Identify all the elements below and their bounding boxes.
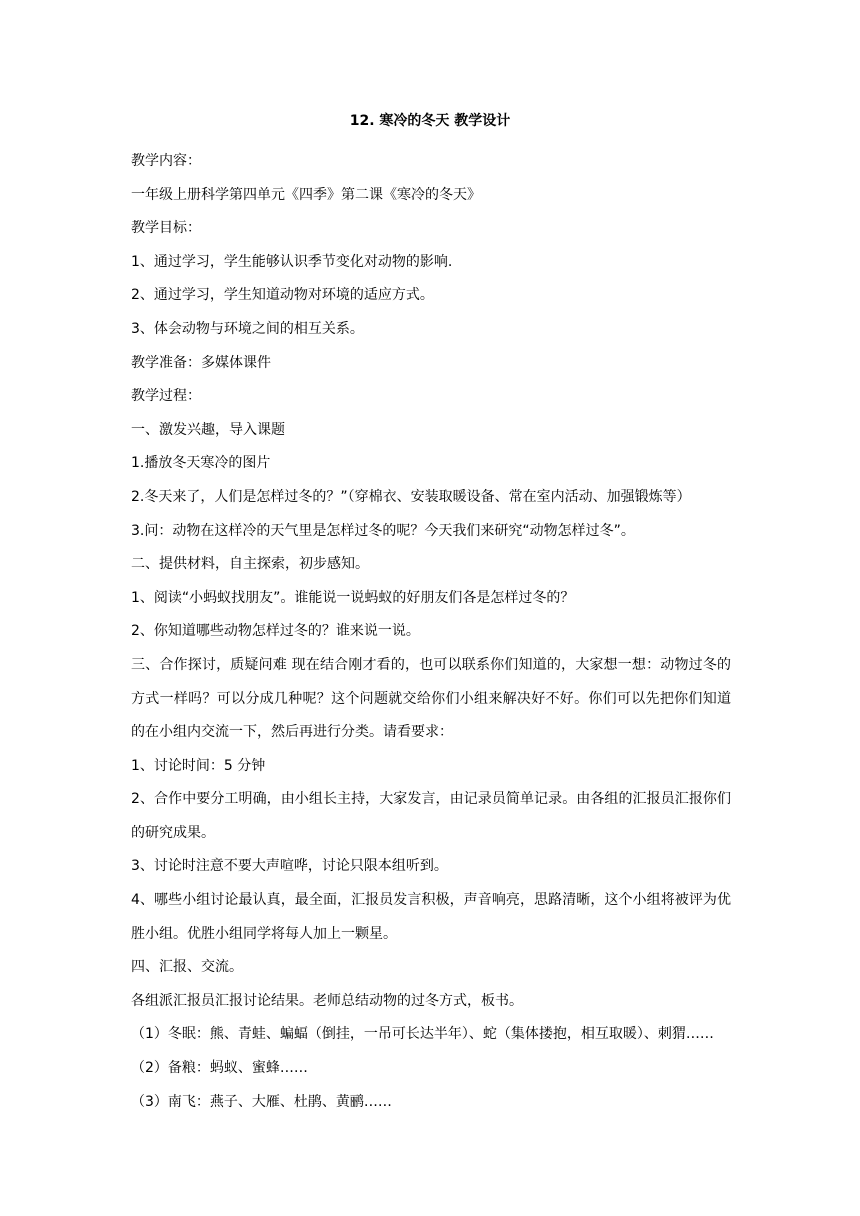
paragraph: 一年级上册科学第四单元《四季》第二课《寒冷的冬天》 [131, 186, 481, 203]
list-item: （1）冬眠：熊、青蛙、蝙蝠（倒挂，一吊可长达半年）、蛇（集体搂抱，相互取暖）、刺猬…… [131, 1026, 714, 1043]
paragraph: 三、合作探讨，质疑问难 现在结合刚才看的，也可以联系你们知道的，大家想一想：动物过冬的方式一样吗？可以分成几种呢？这个问题就交给你们小组来解决好不好。你们可以先把你们知道的在小组内交流一下，然后再进行分类。请看要求： [131, 656, 731, 741]
list-item: 1、讨论时间：5 分钟 [131, 757, 266, 774]
list-item: 2.冬天来了，人们是怎样过冬的？”（穿棉衣、安装取暖设备、常在室内活动、加强锻炼等） [131, 488, 691, 505]
document-title: 12. 寒冷的冬天 教学设计 [349, 113, 511, 129]
subsection-heading: 四、汇报、交流。 [131, 959, 243, 976]
section-heading-process: 教学过程： [131, 388, 201, 405]
list-item: 3.问：动物在这样冷的天气里是怎样过冬的呢？今天我们来研究“动物怎样过冬”。 [131, 522, 635, 539]
subsection-heading: 二、提供材料，自主探索，初步感知。 [131, 556, 369, 573]
section-heading-content: 教学内容： [131, 153, 201, 169]
list-item: 2、通过学习，学生知道动物对环境的适应方式。 [131, 287, 434, 304]
list-item: 1.播放冬天寒冷的图片 [131, 455, 271, 472]
section-heading-goals: 教学目标： [131, 220, 201, 237]
list-item: （3）南飞：燕子、大雁、杜鹃、黄鹂…… [131, 1093, 392, 1110]
paragraph: 各组派汇报员汇报讨论结果。老师总结动物的过冬方式，板书。 [131, 992, 523, 1009]
list-item: 1、通过学习，学生能够认识季节变化对动物的影响. [131, 253, 453, 270]
list-item: 3、体会动物与环境之间的相互关系。 [131, 320, 364, 337]
subsection-heading: 一、激发兴趣，导入课题 [131, 421, 285, 438]
list-item: 2、你知道哪些动物怎样过冬的？谁来说一说。 [131, 623, 420, 640]
section-heading-preparation: 教学准备：多媒体课件 [131, 354, 271, 371]
list-item: （2）备粮：蚂蚁、蜜蜂…… [131, 1060, 308, 1077]
list-item: 3、讨论时注意不要大声喧哗，讨论只限本组听到。 [131, 858, 448, 875]
document-body [131, 145, 731, 1119]
list-item: 2、合作中要分工明确，由小组长主持，大家发言，由记录员简单记录。由各组的汇报员汇报你们的研究成果。 [131, 791, 731, 841]
list-item: 1、阅读“小蚂蚁找朋友”。谁能说一说蚂蚁的好朋友们各是怎样过冬的？ [131, 589, 575, 606]
list-item: 4、哪些小组讨论最认真，最全面，汇报员发言积极，声音响亮，思路清晰，这个小组将被评为优胜小组。优胜小组同学将每人加上一颗星。 [131, 892, 731, 942]
